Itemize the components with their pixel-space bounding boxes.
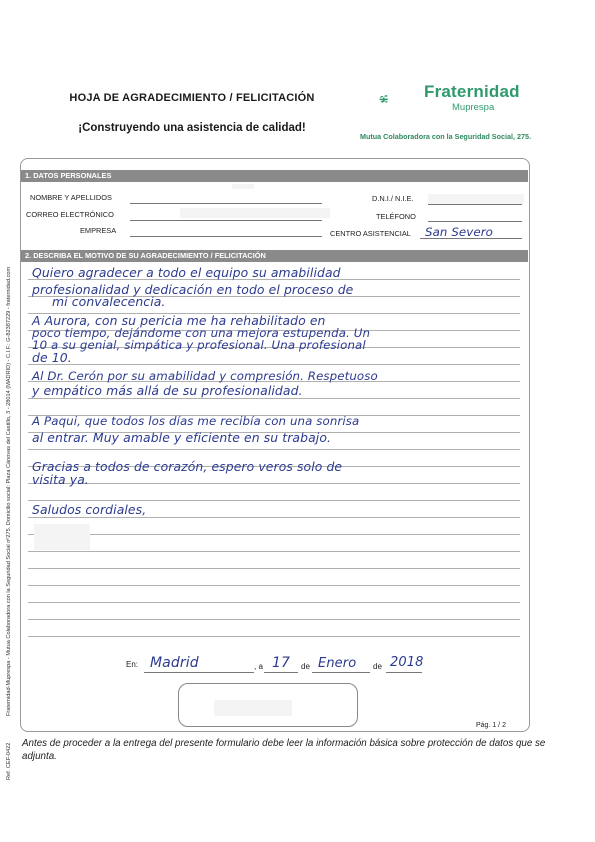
- date-place: Madrid: [150, 655, 199, 671]
- ruled-line: [28, 483, 520, 484]
- section-reason-header: 2. DESCRIBA EL MOTIVO DE SU AGRADECIMIENTO / FELICITACIÓN: [21, 250, 528, 262]
- message-line: A Aurora, con su pericia me ha rehabilitado en: [32, 313, 326, 328]
- redaction-mark: [232, 184, 254, 189]
- document-subtitle: ¡Construyendo una asistencia de calidad!: [78, 122, 306, 134]
- ruled-line: [28, 534, 520, 535]
- ruled-line: [28, 500, 520, 501]
- ruled-line: [28, 449, 520, 450]
- form-frame: [20, 158, 530, 732]
- centro-value: San Severo: [425, 225, 493, 239]
- ruled-line: [28, 585, 520, 586]
- field-day[interactable]: [264, 672, 298, 673]
- label-telefono: TELÉFONO: [376, 212, 416, 221]
- redaction-mark: [180, 208, 330, 218]
- ruled-line: [28, 636, 520, 637]
- ruled-line: [28, 364, 520, 365]
- message-line: poco tiempo, dejándome con una mejora estupenda. Un: [32, 326, 371, 340]
- date-a-label: , a: [254, 662, 263, 671]
- message-line: profesionalidad y dedicación en todo el proceso de: [32, 282, 354, 297]
- field-month[interactable]: [312, 672, 370, 673]
- ruled-line: [28, 551, 520, 552]
- redaction-mark: [214, 700, 292, 716]
- message-line: de 10.: [32, 350, 72, 365]
- message-line: visita ya.: [32, 472, 89, 487]
- message-line: Al Dr. Cerón por su amabilidad y compresión. Respetuoso: [32, 369, 378, 383]
- field-place[interactable]: [144, 672, 254, 673]
- message-line: 10 a su genial, simpática y profesional. Una profesional: [32, 338, 366, 352]
- field-empresa[interactable]: [130, 236, 322, 237]
- field-year[interactable]: [386, 672, 422, 673]
- data-protection-notice: Antes de proceder a la entrega del presente formulario debe leer la información básica sobre protección de datos que se adjunta.: [22, 738, 546, 762]
- field-telefono[interactable]: [428, 221, 522, 222]
- ruled-line: [28, 398, 520, 399]
- ruled-line: [28, 517, 520, 518]
- cross-logo-icon: [378, 80, 422, 118]
- brand-name: Fraternidad: [424, 82, 520, 101]
- field-dni[interactable]: [428, 204, 522, 205]
- message-line: al entrar. Muy amable y eficiente en su trabajo.: [32, 430, 332, 445]
- ruled-line: [28, 602, 520, 603]
- section-personal-data-header: 1. DATOS PERSONALES: [21, 170, 528, 182]
- brand-mutua: Mutua Colaboradora con la Seguridad Social, 275.: [360, 132, 531, 141]
- brand-sub: Muprespa: [452, 102, 495, 113]
- date-de-label: de: [301, 662, 310, 671]
- label-empresa: EMPRESA: [80, 226, 117, 235]
- message-line: mi convalecencia.: [52, 294, 166, 309]
- date-year: 2018: [390, 655, 424, 670]
- field-correo[interactable]: [130, 220, 322, 221]
- side-ref: Ref. CEF-0422: [6, 742, 12, 780]
- date-en-label: En:: [126, 660, 139, 669]
- message-line: Gracias a todos de corazón, espero veros solo de: [32, 459, 343, 474]
- redaction-mark: [428, 194, 524, 204]
- ruled-line: [28, 619, 520, 620]
- message-line: Quiero agradecer a todo el equipo su amabilidad: [32, 265, 341, 280]
- label-correo: CORREO ELECTRÓNICO: [26, 210, 114, 219]
- side-legal-text: Fraternidad-Muprespa - Mutua Colaboradora con la Seguridad Social nº275. Domicilio social: Plaza Cánovas del Castillo, 3 - 28014 (MADRID) - C.I.F.: G-82387229 - fraternidad.com: [6, 266, 12, 716]
- redaction-mark: [34, 524, 90, 550]
- date-month: Enero: [318, 656, 357, 671]
- label-dni: D.N.I./ N.I.E.: [372, 194, 414, 203]
- message-line: Saludos cordiales,: [32, 502, 147, 517]
- date-day: 17: [272, 655, 291, 671]
- document-title: HOJA DE AGRADECIMIENTO / FELICITACIÓN: [69, 92, 315, 104]
- message-line: y empático más allá de su profesionalidad.: [32, 383, 303, 398]
- message-line: A Paqui, que todos los días me recibía con una sonrisa: [32, 414, 360, 428]
- date-de-label: de: [373, 662, 382, 671]
- label-nombre: NOMBRE Y APELLIDOS: [30, 193, 112, 202]
- field-nombre[interactable]: [130, 203, 322, 204]
- ruled-line: [28, 568, 520, 569]
- label-centro: CENTRO ASISTENCIAL: [330, 229, 411, 238]
- page-number: Pág. 1 / 2: [476, 722, 506, 729]
